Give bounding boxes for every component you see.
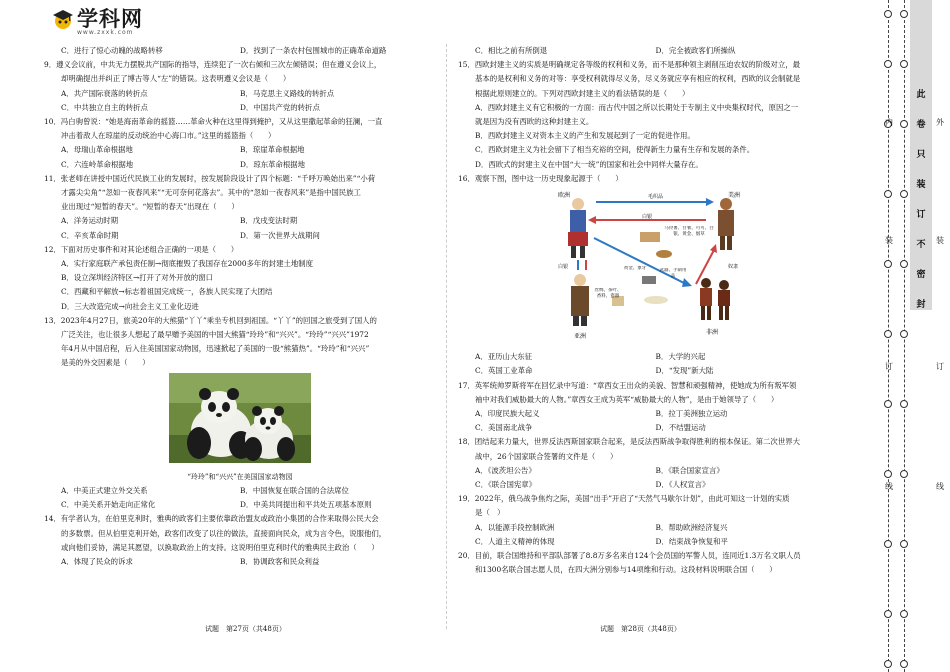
binding-hole [900,60,908,68]
option-a: C．美国南北战争 [475,423,533,433]
option-b: B．马克思主义路线的转折点 [240,88,335,98]
text-line: 基本的是权利和义务的对等：享受权利就得尽义务，尽义务就应享有相应的权利，西欧的议会制就是 [475,74,801,84]
binding-hole [900,470,908,478]
option-a: C．六连岭革命根据地 [61,159,134,169]
option-row [458,478,853,492]
binding-hole [884,540,892,548]
binding-hole [884,60,892,68]
footer-left: 试题 第27页（共48页） [205,625,286,633]
text-line: 冲击着敌人在琼崖的反动统治中心海口市。”这里的摇篮指（ ） [61,131,276,141]
binding-hole [900,610,908,618]
binding-hole [884,330,892,338]
text-line: 或向他们妥协，满足其愿望，以换取政治上的支持。这说明伯里克利时代的雅典民主政治（ ） [61,542,379,552]
text-line: 广泛关注，也让很多人想起了最早赠予美国的中国大熊猫“玲玲”和“兴兴”。“玲玲”“兴兴”1972 [61,330,369,340]
label-metal: 武器、手制用品 [659,268,686,280]
text-line: 袖中对我们威胁最大的人物。”章西女王成为英军“威胁最大的人物”，是由于她领导了（ ） [475,394,779,404]
text-line: 根据此原则建立的。下列对西欧封建主义的看法错误的是（ ） [475,88,690,98]
option-row [44,214,436,228]
option-b: D．找到了一条农村包围城市的正确革命道路 [240,46,387,55]
label-asia: 亚洲 [573,333,586,341]
option-b: D．结束战争恢复和平 [655,536,728,546]
question-stem: 16．观察下图，图中这一历史现象起源于（ ） [458,173,623,183]
option-b: B．中国恢复在联合国的合法席位 [240,486,349,496]
option-row [458,521,853,535]
graduation-cap-icon [52,8,74,30]
option-row [458,535,853,549]
option-row [44,44,436,58]
seal-char: 密 [916,270,926,280]
seal-char: 此 [916,90,926,100]
option-row [458,464,853,478]
inner-binding-char: 订 [885,362,893,371]
binding-hole [900,330,908,338]
option-a: C．《联合国宪章》 [475,480,537,490]
text-line: 才露尖尖角”“忽如一夜春风来”“无可奈何花落去”。其中的“忽如一夜春风来”是指中国民族工 [61,188,361,198]
binding-hole [900,660,908,668]
right-column [458,44,853,577]
text-line: B．西欧封建主义对资本主义的产生和发展起到了一定的促进作用。 [475,131,695,141]
option-b: D．琼东革命根据地 [240,159,306,169]
option-a: C．英国工业革命 [475,366,533,376]
label-asia-goods: 丝绸、茶叶、香料、瓷器 [594,288,621,300]
option-a: A．共产国际衰落的转折点 [61,88,148,98]
binding-hole [900,260,908,268]
question-stem: 18．团结起来力量大，世界反法西斯国家联合起来，是反法西斯战争取得胜利的根本保证。第二次世界大 [458,437,800,447]
text-line: 是美的外交因素是（ ） [61,358,150,368]
option-row [44,229,436,243]
option-row [458,364,853,378]
text-line: 业出现过“短暂的春天”。“短暂的春天”出现在（ ） [61,202,239,212]
option-a: C．人道主义精神的体现 [475,536,555,546]
question-stem: 13．2023年4月27日，旅美20年的大熊猫“丫丫”乘坐专机回到祖国。“丫丫”的回国之旅受到了国人的 [44,315,377,325]
text-line: 和1300名联合国志愿人员，在四大洲分别参与14项维和行动。这段材料说明联合国（ ） [475,565,777,575]
option-b: B．协调政客和民众利益 [240,557,320,567]
option-row [44,101,436,115]
text-line: 是（ ） [475,508,505,518]
option-row [44,498,436,512]
option-a: A．母瑞山革命根据地 [61,145,133,155]
option-row [44,484,436,498]
option-row [44,143,436,157]
seal-box [910,0,932,310]
option-a: A．以能源手段控制欧洲 [475,522,555,532]
label-white-silver: 白银 [557,264,568,271]
text-line: C．西欧封建主义为社会留下了相当充裕的空间，使得新生力量有生存和发展的条件。 [475,145,755,155]
outer-binding-char: 外 [936,118,944,127]
text-line: B．设立深圳经济特区→打开了对外开放的窗口 [61,273,214,283]
text-line: C．西藏和平解放→标志着祖国完成统一，各族人民实现了大团结 [61,287,273,297]
option-b: D．中美共同提出和平共处五项基本原则 [240,500,372,510]
option-b: D．第一次世界大战期间 [240,230,320,240]
binding-hole [884,610,892,618]
label-gold: 黄金、象牙 [623,266,646,272]
binding-hole [884,400,892,408]
option-a: A．亚历山大东征 [475,352,533,362]
logo [52,8,143,36]
label-europe: 欧洲 [557,192,570,200]
label-crops: 马铃薯、甘薯、可可、白银、黄金、烟草 [663,226,714,238]
binding-hole [884,190,892,198]
trade-map [458,188,853,348]
panda-photo [44,373,436,468]
option-b: D．《人权宣言》 [655,480,710,490]
option-a: A．洋务运动时期 [61,216,119,226]
option-a: A．中美正式建立外交关系 [61,486,148,496]
label-slaves: 奴隶 [727,264,738,271]
question-stem: 11．张老师在讲授中国近代民族工业的发展时，按发展阶段设计了四个标题：“千呼万唤始出来”“小荷 [44,173,376,183]
seal-char: 卷 [916,120,926,130]
option-row [458,421,853,435]
option-b: D．中国共产党的转折点 [240,102,320,112]
label-africa: 非洲 [705,329,718,337]
text-line: 就是因为没有西欧的这种封建主义。 [475,117,594,127]
option-b: B．琼崖革命根据地 [240,145,305,155]
question-stem: 15．西欧封建主义的实质是明确规定各等级的权利和义务，而不是那种领主剥削压迫农奴的阶级对立，最 [458,60,800,70]
text-line: 却明确提出并纠正了博古等人“左”的错误。这表明遵义会议是（ ） [61,74,291,84]
label-america: 美洲 [727,192,740,200]
text-line: D．三大改造完成→向社会主义工业化迈进 [61,301,199,311]
option-a: A．体现了民众的诉求 [61,557,133,567]
option-row [458,350,853,364]
question-stem: 10．冯白驹曾说：“她是海南革命的摇篮……革命火种在这里得到掩护，又从这里撒起革命的狂澜，一直 [44,117,383,127]
binding-strip [874,0,950,672]
binding-hole [900,120,908,128]
outer-binding-char: 线 [936,482,944,491]
option-b: B．戊戌变法时期 [240,216,298,226]
option-row [44,87,436,101]
option-b: D．完全被政客们所操纵 [655,46,736,55]
column-divider [446,44,447,629]
option-a: C．中共独立自主的转折点 [61,102,148,112]
option-b: B．帮助欧洲经济复兴 [655,522,728,532]
option-b: B．拉丁美洲独立运动 [655,409,728,419]
option-a: C．相比之前有所倒退 [475,46,548,55]
option-b: B．大学的兴起 [655,352,706,362]
text-line: A．西欧封建主义有它积极的一方面：而古代中国之所以长期处于专制主义中央集权时代，原因之一 [475,102,799,112]
seal-char: 不 [916,240,926,250]
label-silver-top: 白银 [641,214,652,221]
question-stem: 20．目前，联合国维持和平部队部署了8.8万多名来自124个会员国的军警人员，连同近1.3万名文职人员 [458,551,801,561]
binding-hole [900,540,908,548]
binding-hole [884,10,892,18]
inner-binding-char: 内 [885,118,893,127]
binding-hole [884,260,892,268]
binding-hole [900,10,908,18]
seal-char: 只 [916,150,926,160]
option-row [44,158,436,172]
option-row [44,555,436,569]
option-b: B．《联合国家宣言》 [655,465,724,475]
text-line: 年4月从中国启程，后入住美国国家动物园，迅速掀起了美国的一股“熊猫热”。“玲玲”和“兴兴” [61,344,370,354]
question-stem: 14．有学者认为，在伯里克利时，雅典的政客们主要依靠政治盟友或政治小集团的合作来取得公民大会 [44,514,379,524]
text-line: 战中，26个国家联合签署的文件是（ ） [475,451,618,461]
option-a: C．中美关系开始走向正常化 [61,500,156,510]
question-stem: 19．2022年，俄乌战争焦灼之际，美国“出手”开启了“天然气马歇尔计划”，由此可知这一计划的实质 [458,494,790,504]
option-b: D．“发现”新大陆 [655,366,714,376]
binding-hole [900,400,908,408]
left-column [44,44,436,569]
panda-caption: “玲玲”和“兴兴”在美国国家动物园 [187,472,293,481]
option-a: C．辛亥革命时期 [61,230,119,240]
logo-name: 学科网 [77,7,143,31]
text-line: 的多数票。但从伯里克利开始，政客们改变了以往的做法，直接面向民众，成为言令色，说服他们， [61,528,387,538]
inner-binding-char: 装 [885,236,893,245]
question-stem: 12．下面对历史事件和对其论述组合正确的一项是（ ） [44,244,239,254]
question-stem: 17．英军统帅罗斯将军在回忆录中写道：“章西女王出众的美貌、智慧和顽强精神，使她成为所有叛军领 [458,380,797,390]
seal-char: 封 [916,300,926,310]
seal-char: 装 [916,180,926,190]
seal-char: 订 [916,210,926,220]
option-row [458,407,853,421]
binding-hole [884,470,892,478]
option-a: C．进行了惊心动魄的战略转移 [61,46,163,55]
outer-binding-char: 装 [936,236,944,245]
option-row [458,44,853,58]
footer-right: 试题 第28页（共48页） [600,625,681,633]
outer-binding-char: 订 [936,362,944,371]
inner-binding-char: 线 [885,482,893,491]
option-a: A．《波茨坦公告》 [475,465,536,475]
option-a: A．印度民族大起义 [475,409,540,419]
question-stem: 9．遵义会议前，中共无力摆脱共产国际的指导，连续犯了一次右倾和三次左倾错误；但在遵义会议上， [44,60,382,70]
logo-url: www.zxxk.com [77,29,134,36]
label-wool: 毛织品 [647,194,663,201]
option-b: D．不结盟运动 [655,423,706,433]
binding-hole [884,660,892,668]
binding-hole [900,190,908,198]
text-line: D．西欧式的封建主义在中国“大一统”的国家和社会中同样大量存在。 [475,159,703,169]
text-line: A．实行家庭联产承包责任制→彻底摧毁了我国存在2000多年的封建土地制度 [61,259,314,269]
